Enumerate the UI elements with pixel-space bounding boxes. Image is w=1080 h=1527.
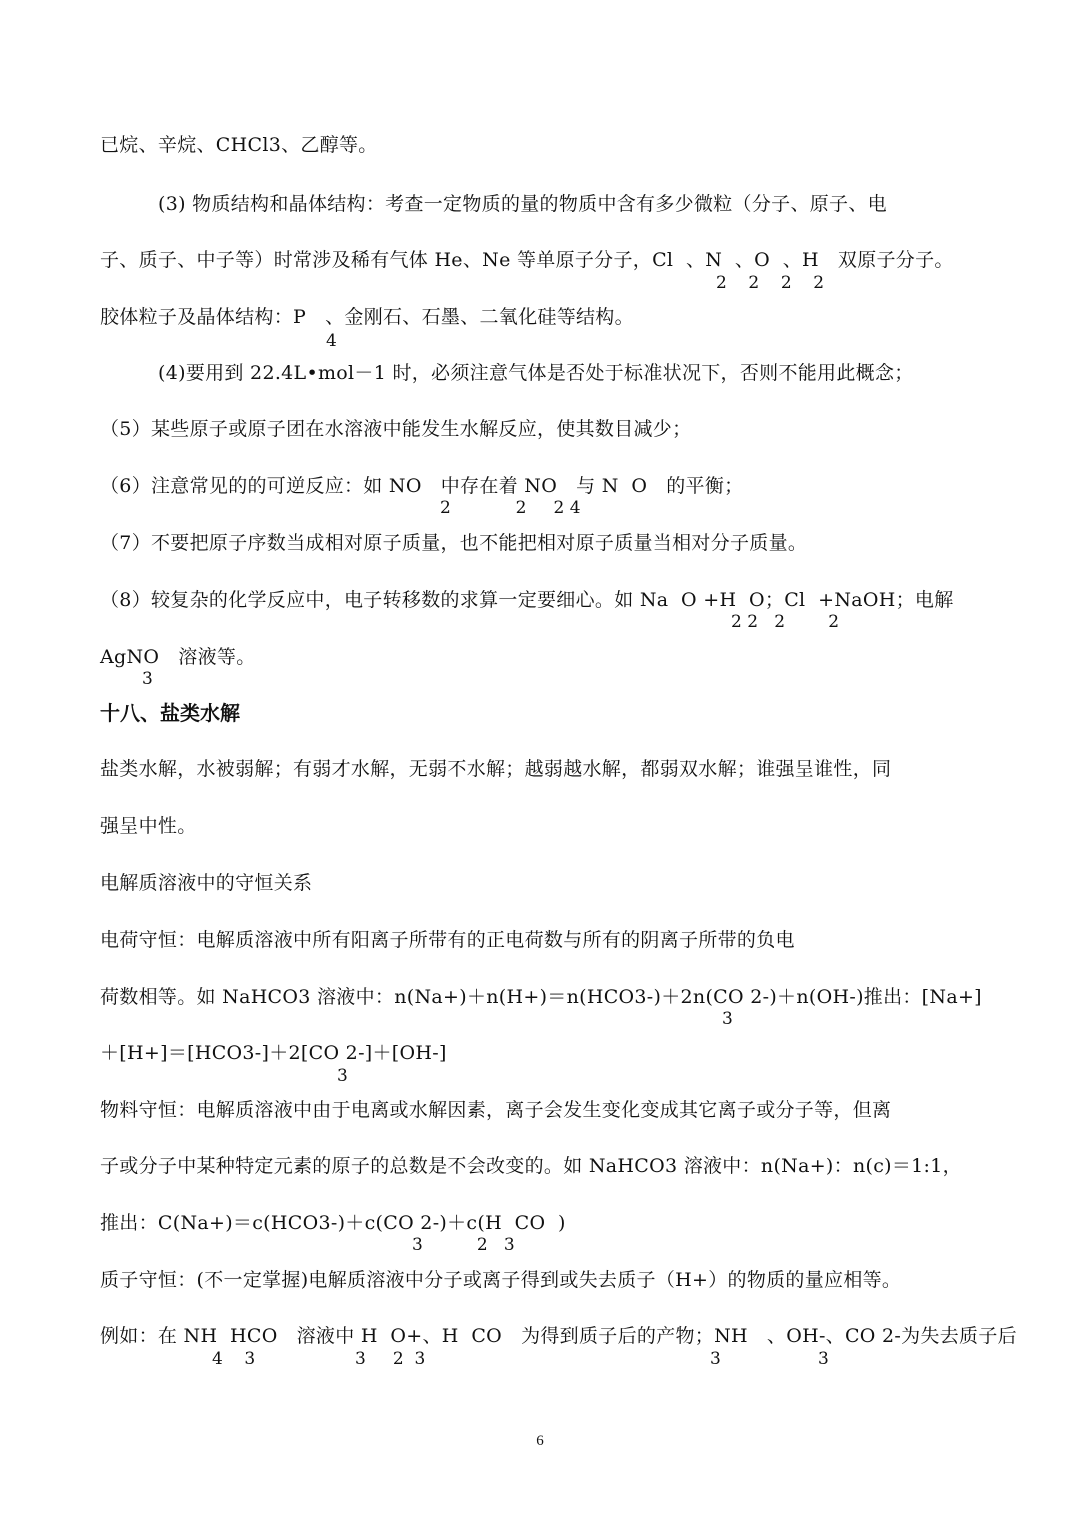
subscript: 4 [326,331,337,351]
text-line: （7）不要把原子序数当成相对原子质量，也不能把相对原子质量当相对分子质量。 [100,532,808,554]
text-line: 推出：C(Na+)＝c(HCO3-)＋c(CO 2-)＋c(H CO ) [100,1212,566,1234]
subscript: 3 [710,1349,721,1369]
text-line: ＋[H+]＝[HCO3-]＋2[CO 2-]＋[OH-] [100,1042,447,1064]
text-line: （8）较复杂的化学反应中，电子转移数的求算一定要细心。如 Na O +H O；Cl +NaOH；电解 [100,589,954,611]
text-line: 强呈中性。 [100,815,197,837]
text-line: 子、质子、中子等）时常涉及稀有气体 He、Ne 等单原子分子，Cl 、N 、O 、H 双原子分子。 [100,249,954,271]
subscript: 2 2 2 2 [731,612,840,632]
text-line: 质子守恒：(不一定掌握)电解质溶液中分子或离子得到或失去质子（H+）的物质的量应相等。 [100,1269,902,1291]
text-line: 物料守恒：电解质溶液中由于电离或水解因素，离子会发生变化变成其它离子或分子等，但离 [100,1099,892,1121]
text-line: (3) 物质结构和晶体结构：考查一定物质的量的物质中含有多少微粒（分子、原子、电 [158,193,887,215]
text-line: 子或分子中某种特定元素的原子的总数是不会改变的。如 NaHCO3 溶液中：n(Na+)：n(c)＝1:1， [100,1155,962,1177]
text-line: 例如：在 NH HCO 溶液中 H O+、H CO 为得到质子后的产物；NH 、OH-、CO 2-为失去质子后 [100,1325,1017,1347]
subscript: 3 [142,669,153,689]
text-line: AgNO 溶液等。 [100,646,256,668]
text-line: 电解质溶液中的守恒关系 [100,872,313,894]
text-line: 已烷、辛烷、CHCl3、乙醇等。 [100,134,378,156]
subscript: 3 [818,1349,829,1369]
text-line: 电荷守恒：电解质溶液中所有阳离子所带有的正电荷数与所有的阴离子所带的负电 [100,929,795,951]
subscript: 3 [337,1066,348,1086]
text-line: 荷数相等。如 NaHCO3 溶液中：n(Na+)＋n(H+)＝n(HCO3-)＋2n(CO 2-)＋n(OH-)推出：[Na+] [100,986,982,1008]
page-number: 6 [536,1433,544,1449]
subscript: 3 2 3 [355,1349,426,1369]
subscript: 3 [722,1009,733,1029]
subscript: 2 2 2 4 [440,498,581,518]
section-heading: 十八、盐类水解 [100,701,240,725]
text-line: （5）某些原子或原子团在水溶液中能发生水解反应，使其数目减少； [100,418,692,440]
text-line: (4)要用到 22.4L•mol－1 时，必须注意气体是否处于标准状况下，否则不能用此概念； [158,362,914,384]
text-line: 盐类水解，水被弱解；有弱才水解，无弱不水解；越弱越水解，都弱双水解；谁强呈谁性，同 [100,758,892,780]
subscript: 2 2 2 2 [716,273,825,293]
subscript: 4 3 [212,1349,256,1369]
subscript: 3 2 3 [412,1235,515,1255]
text-line: （6）注意常见的的可逆反应：如 NO 中存在着 NO 与 N O 的平衡； [100,475,744,497]
text-line: 胶体粒子及晶体结构：P 、金刚石、石墨、二氧化硅等结构。 [100,306,634,328]
